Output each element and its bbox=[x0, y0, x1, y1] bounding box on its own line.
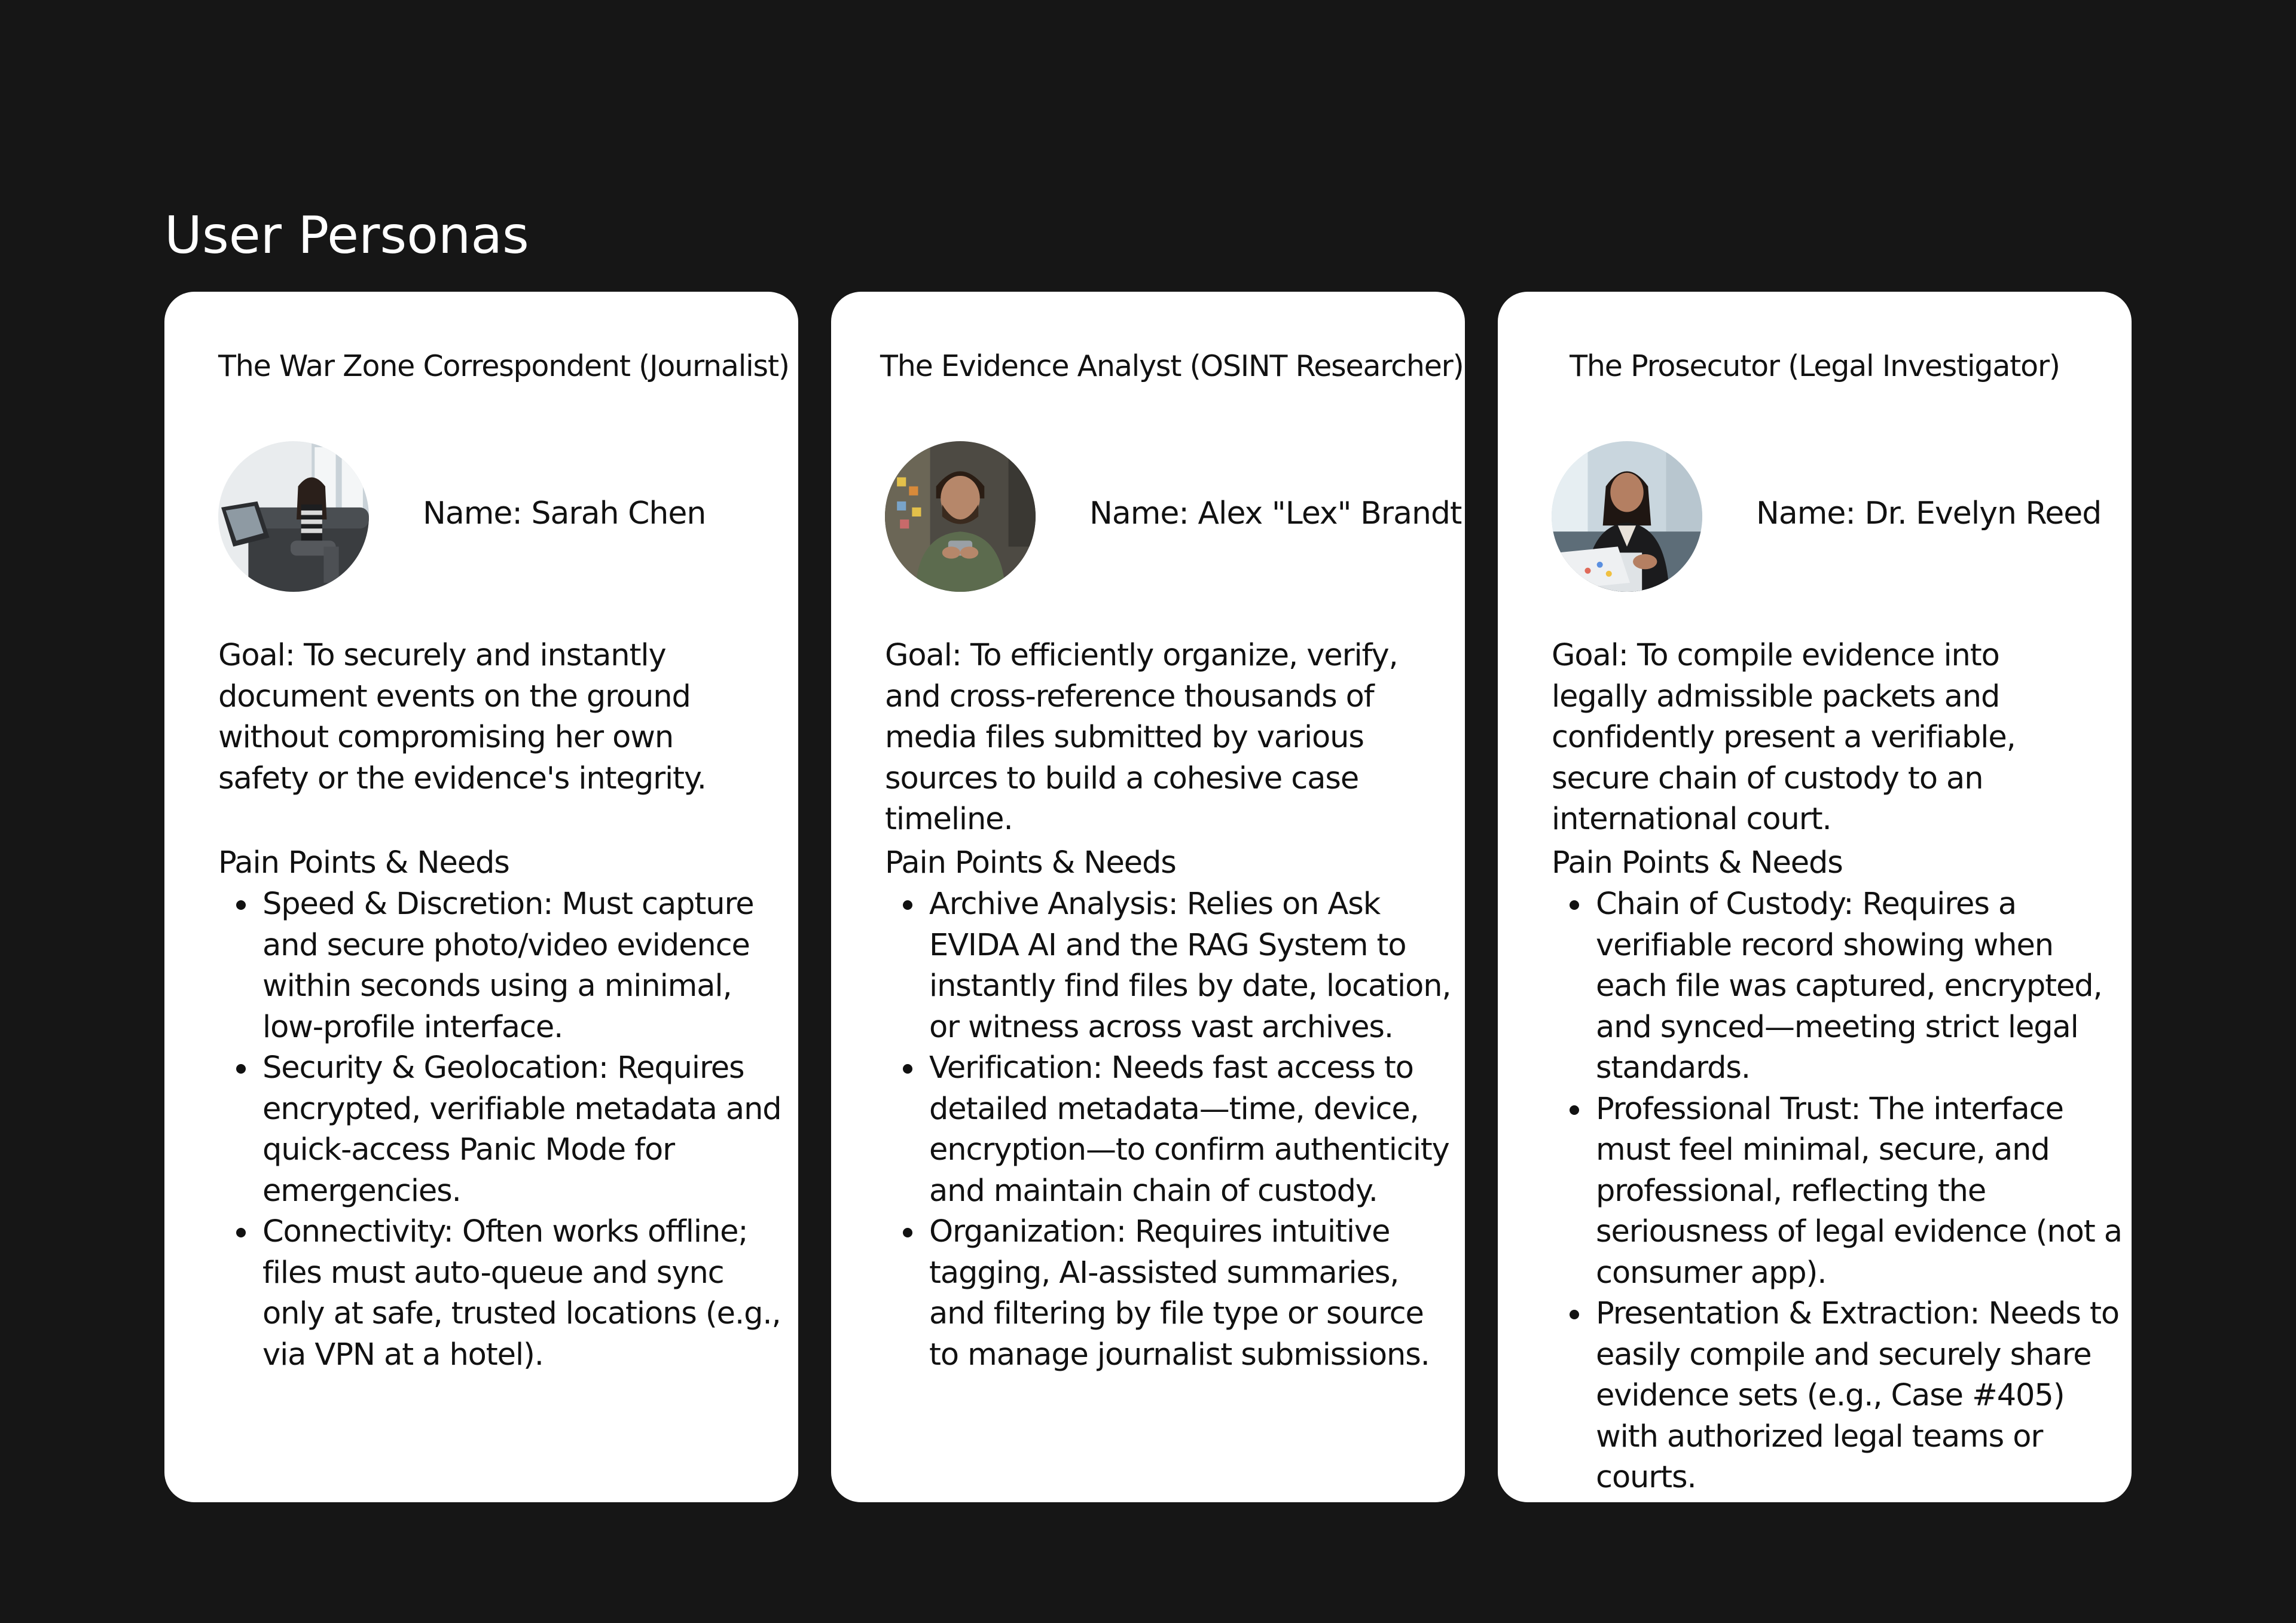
list-item: Security & Geolocation: Requires encrypted, verifiable metadata and quick-access Panic Mode for emergencies. bbox=[262, 1048, 789, 1212]
list-item: Connectivity: Often works offline; files must auto-queue and sync only at safe, trusted locations (e.g., via VPN at a hotel). bbox=[262, 1212, 789, 1376]
persona-goal: Goal: To compile evidence into legally admissible packets and confidently present a verifiable, secure chain of custody to an international court. bbox=[1552, 638, 2016, 837]
list-item: Presentation & Extraction: Needs to easily compile and securely share evidence sets (e.g., Case #405) with authorized legal teams or courts. bbox=[1596, 1294, 2122, 1499]
list-item: Professional Trust: The interface must feel minimal, secure, and professional, reflecting the seriousness of legal evidence (not a consumer app). bbox=[1596, 1089, 2122, 1294]
pain-points-list bbox=[218, 884, 789, 1376]
persona-card-prosecutor bbox=[1498, 292, 2132, 1502]
list-item: Chain of Custody: Requires a verifiable record showing when each file was captured, encrypted, and synced—meeting strict legal standards. bbox=[1596, 884, 2122, 1089]
persona-card-analyst bbox=[831, 292, 1465, 1502]
list-item: Archive Analysis: Relies on Ask EVIDA AI and the RAG System to instantly find files by date, location, or witness across vast archives. bbox=[929, 884, 1455, 1048]
avatar bbox=[885, 441, 1036, 592]
persona-goal: Goal: To securely and instantly document events on the ground without compromising her own safety or the evidence's integrity. bbox=[218, 638, 706, 796]
persona-title: The Prosecutor (Legal Investigator) bbox=[1570, 349, 2060, 383]
persona-goal: Goal: To efficiently organize, verify, and cross-reference thousands of media files submitted by various sources to build a cohesive case timeline. bbox=[885, 638, 1398, 837]
list-item: Verification: Needs fast access to detailed metadata—time, device, encryption—to confirm authenticity and maintain chain of custody. bbox=[929, 1048, 1455, 1212]
page-title: User Personas bbox=[164, 206, 529, 265]
persona-title: The War Zone Correspondent (Journalist) bbox=[218, 349, 789, 383]
list-item: Speed & Discretion: Must capture and secure photo/video evidence within seconds using a minimal, low-profile interface. bbox=[262, 884, 789, 1048]
avatar bbox=[1552, 441, 1702, 592]
persona-name: Name: Alex "Lex" Brandt bbox=[1089, 496, 1462, 531]
list-item: Organization: Requires intuitive tagging, AI-assisted summaries, and filtering by file type or source to manage journalist submissions. bbox=[929, 1212, 1455, 1376]
pain-points-heading: Pain Points & Needs bbox=[885, 845, 1176, 881]
persona-name: Name: Sarah Chen bbox=[423, 496, 706, 531]
pain-points-heading: Pain Points & Needs bbox=[1552, 845, 1843, 881]
persona-name: Name: Dr. Evelyn Reed bbox=[1756, 496, 2102, 531]
pain-points-list bbox=[885, 884, 1455, 1376]
persona-card-journalist bbox=[164, 292, 798, 1502]
pain-points-heading: Pain Points & Needs bbox=[218, 845, 509, 881]
avatar bbox=[218, 441, 369, 592]
persona-title: The Evidence Analyst (OSINT Researcher) bbox=[880, 349, 1464, 383]
pain-points-list bbox=[1552, 884, 2122, 1499]
